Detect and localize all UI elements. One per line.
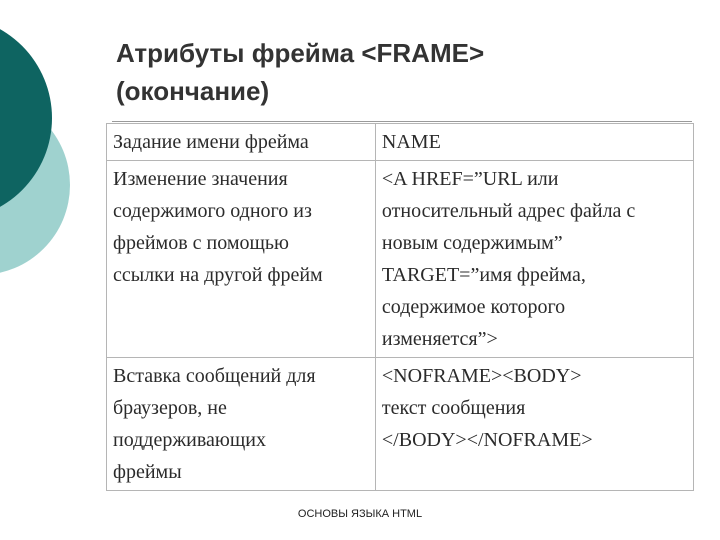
description-cell: [107, 124, 376, 161]
cell-text: <NOFRAME><BODY>: [381, 365, 582, 387]
title-line-1: Атрибуты фрейма <FRAME>: [116, 38, 485, 68]
cell-text: текст сообщения: [381, 397, 526, 419]
description-cell: [107, 358, 376, 491]
title-divider: [112, 121, 692, 122]
cell-text: NAME: [381, 131, 441, 153]
footer-text: ОСНОВЫ ЯЗЫКА HTML: [297, 508, 423, 520]
frame-attributes-table: [106, 123, 694, 491]
table-row: [107, 358, 694, 491]
cell-text: новым содержимым”: [381, 232, 563, 254]
cell-text: содержимое которого: [381, 296, 566, 318]
description-cell: [107, 161, 376, 358]
cell-text: Задание имени фрейма: [113, 131, 309, 153]
cell-text: относительный адрес файла с: [381, 200, 636, 222]
cell-text: содержимого одного из: [113, 200, 312, 222]
cell-text: TARGET=”имя фрейма,: [381, 264, 586, 286]
cell-text: фреймы: [113, 461, 182, 483]
syntax-cell: [375, 124, 693, 161]
cell-text: Вставка сообщений для: [113, 365, 316, 387]
cell-text: изменяется”>: [381, 328, 498, 350]
cell-text: Изменение значения: [113, 168, 288, 190]
table-row: [107, 124, 694, 161]
syntax-cell: [375, 358, 693, 491]
cell-text: поддерживающих: [113, 429, 266, 451]
syntax-cell: [375, 161, 693, 358]
cell-text: фреймов с помощью: [113, 232, 289, 254]
cell-text: ссылки на другой фрейм: [113, 264, 323, 286]
cell-text: <A HREF=”URL или: [381, 168, 559, 190]
decorative-circles: [0, 0, 80, 300]
title-line-2: (окончание): [116, 76, 270, 106]
slide-title: [116, 34, 696, 110]
cell-text: браузеров, не: [113, 397, 227, 419]
cell-text: </BODY></NOFRAME>: [381, 429, 593, 451]
table-row: [107, 161, 694, 358]
